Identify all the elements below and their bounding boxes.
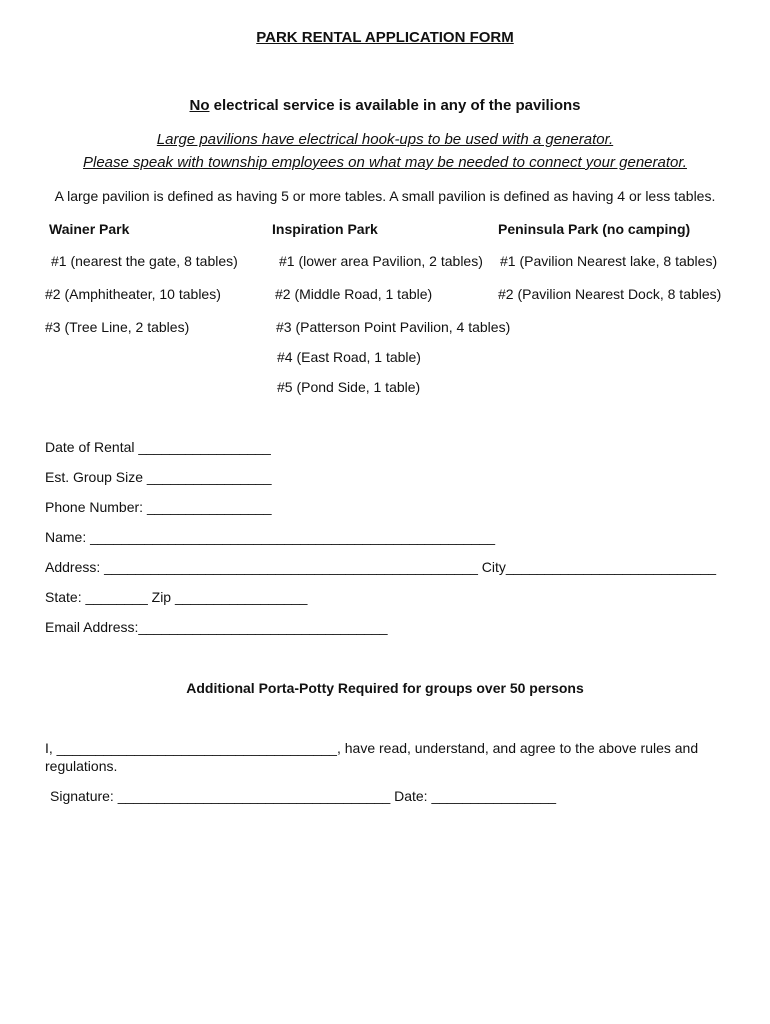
email-address-field[interactable]: Email Address:________________________________ (45, 619, 388, 635)
peninsula-pavilion-1: #1 (Pavilion Nearest lake, 8 tables) (500, 253, 718, 269)
inspiration-pavilion-4: #4 (East Road, 1 table) (277, 349, 421, 365)
date-of-rental-field[interactable]: Date of Rental _________________ (45, 439, 271, 455)
inspiration-park-heading: Inspiration Park (272, 221, 378, 237)
state-zip-field[interactable]: State: ________ Zip _________________ (45, 589, 308, 605)
peninsula-park-heading: Peninsula Park (no camping) (498, 221, 691, 237)
inspiration-pavilion-2: #2 (Middle Road, 1 table) (275, 286, 433, 302)
inspiration-pavilion-3: #3 (Patterson Point Pavilion, 4 tables) (276, 319, 511, 335)
group-size-field[interactable]: Est. Group Size ________________ (45, 469, 272, 485)
notice-emphasis: No (189, 97, 210, 114)
wainer-pavilion-1: #1 (nearest the gate, 8 tables) (51, 253, 238, 269)
inspiration-pavilion-5: #5 (Pond Side, 1 table) (277, 379, 421, 395)
wainer-pavilion-3: #3 (Tree Line, 2 tables) (45, 319, 190, 335)
generator-note-2: Please speak with township employees on what may be needed to connect your generator. (83, 154, 687, 171)
notice-text: electrical service is available in any of the pavilions (209, 97, 581, 114)
phone-number-field[interactable]: Phone Number: ________________ (45, 499, 272, 515)
form-title: PARK RENTAL APPLICATION FORM (256, 29, 514, 46)
inspiration-pavilion-1: #1 (lower area Pavilion, 2 tables) (279, 253, 483, 269)
wainer-park-heading: Wainer Park (49, 221, 130, 237)
generator-note-1: Large pavilions have electrical hook-ups to be used with a generator. (156, 131, 614, 148)
name-field[interactable]: Name: ____________________________________________________ (45, 529, 496, 545)
porta-potty-notice: Additional Porta-Potty Required for groups over 50 persons (186, 680, 584, 696)
address-city-field[interactable]: Address: ________________________________________________ City___________________________ (45, 559, 717, 575)
agreement-line[interactable]: I, ____________________________________, have read, understand, and agree to the above rules and (45, 740, 699, 756)
electrical-notice (0, 97, 770, 114)
wainer-pavilion-2: #2 (Amphitheater, 10 tables) (45, 286, 221, 302)
peninsula-pavilion-2: #2 (Pavilion Nearest Dock, 8 tables) (498, 286, 722, 302)
agreement-line-2: regulations. (45, 758, 118, 774)
signature-date-field[interactable]: Signature: ___________________________________ Date: ________________ (50, 788, 557, 804)
pavilion-definition: A large pavilion is defined as having 5 or more tables. A small pavilion is defined as having 4 or less tables. (54, 188, 716, 204)
